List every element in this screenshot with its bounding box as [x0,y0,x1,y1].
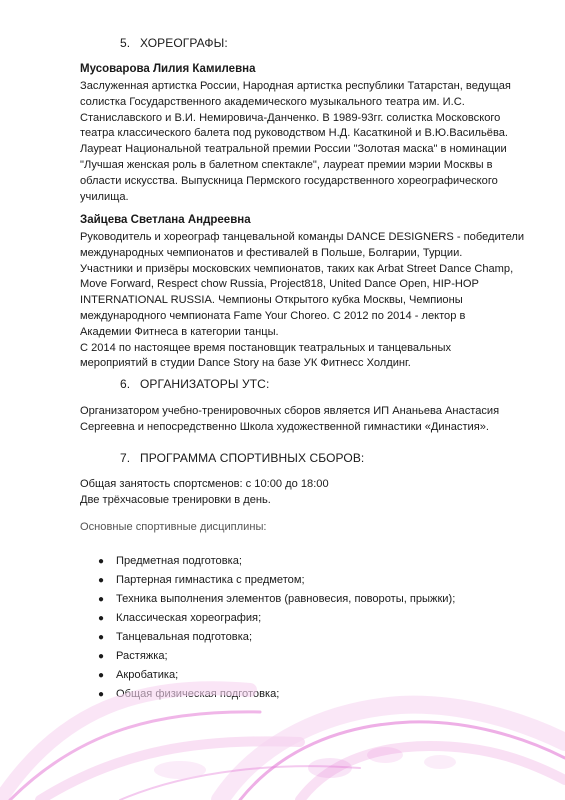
bio-line: международного чемпионата Fame Your Choreo. С 2012 по 2014 - лектор в [80,309,466,322]
bio-line: Руководитель и хореограф танцевальной команды DANCE DESIGNERS - победители [80,231,525,243]
choreographer-bio [80,230,525,372]
decorative-swirl-footer [0,650,565,800]
disciplines-heading: Основные спортивные дисциплины: [80,521,267,533]
bullet-icon: ● [98,594,105,605]
list-item-text: Предметная подготовка; [116,555,242,567]
bio-line: солистка Государственного академического музыкального театра им. И.С. [80,95,465,108]
bio-line: Станиславского и В.И. Немировича-Данченко. В 1989-93гг. солистка Московского [80,111,501,124]
choreographer-name: Зайцева Светлана Андреевна [80,214,251,226]
bullet-icon: ● [98,651,105,662]
bio-line: международных чемпионатов и фестивалей в Польше, Болгарии, Турции. [80,246,463,259]
bullet-icon: ● [98,632,105,643]
section-number: 7. [120,451,131,465]
section-title: ПРОГРАММА СПОРТИВНЫХ СБОРОВ: [140,451,365,465]
bullet-icon: ● [98,689,105,700]
schedule-line: Две трёхчасовые тренировки в день. [80,493,271,506]
bio-line: С 2014 по настоящее время постановщик театральных и танцевальных [80,341,451,354]
section-title: ХОРЕОГРАФЫ: [140,36,228,50]
bio-line: училища. [80,190,129,203]
bio-line: Заслуженная артистка России, Народная артистка республики Татарстан, ведущая [80,80,511,92]
bullet-icon: ● [98,575,105,586]
bio-line: Лауреат Национальной театральной премии России "Золотая маска" в номинации [80,143,507,156]
bio-line: области искусства. Выпускница Пермского государственного хореографического [80,174,498,187]
section-title: ОРГАНИЗАТОРЫ УТС: [140,377,270,391]
bio-line: театра классического балета под руководством Н.Д. Касаткиной и В.Ю.Васильёва. [80,127,508,140]
choreographer-name: Мусоварова Лилия Камилевна [80,63,256,75]
list-item-text: Растяжка; [116,650,168,662]
section-number: 5. [120,36,131,50]
bullet-icon: ● [98,613,105,624]
section-5-heading [120,36,228,50]
list-item-text: Техника выполнения элементов (равновесия, повороты, прыжки); [116,593,456,605]
bio-line: Академии Фитнеса в категории танцы. [80,325,279,338]
bullet-icon: ● [98,556,105,567]
section-number: 6. [120,377,131,391]
choreographer-bio [80,79,511,205]
schedule-paragraph [80,477,500,509]
list-item [98,628,455,647]
list-item-text: Общая физическая подготовка; [116,688,280,700]
bio-line: INTERNATIONAL RUSSIA. Чемпионы Открытого кубка Москвы, Чемпионы [80,294,463,307]
list-item-text: Партерная гимнастика с предметом; [116,574,305,586]
list-item [98,609,455,628]
section-7-heading [120,451,364,465]
list-item-text: Танцевальная подготовка; [116,631,253,643]
organizer-paragraph [80,404,500,436]
organizer-line: Сергеевна и непосредственно Школа художественной гимнастики «Династия». [80,420,489,433]
list-item [98,552,455,571]
bio-line: Участники и призёры московских чемпионатов, таких как Arbat Street Dance Champ, [80,262,514,275]
bio-line: "Лучшая женская роль в балетном спектакле", лауреат премии мэрии Москвы в [80,158,493,171]
organizer-line: Организатором учебно-тренировочных сборов является ИП Ананьева Анастасия [80,405,500,417]
bullet-icon: ● [98,670,105,681]
bio-line: мероприятий в студии Dance Story на базе УК Фитнесс Холдинг. [80,357,411,370]
schedule-line: Общая занятость спортсменов: с 10:00 до 18:00 [80,478,329,490]
list-item [98,571,455,590]
section-6-heading [120,377,269,391]
list-item-text: Акробатика; [116,669,179,681]
bio-line: Move Forward, Respect chow Russia, Project818, United Dance Open, HIP-HOP [80,278,479,291]
list-item-text: Классическая хореография; [116,612,262,624]
list-item [98,590,455,609]
